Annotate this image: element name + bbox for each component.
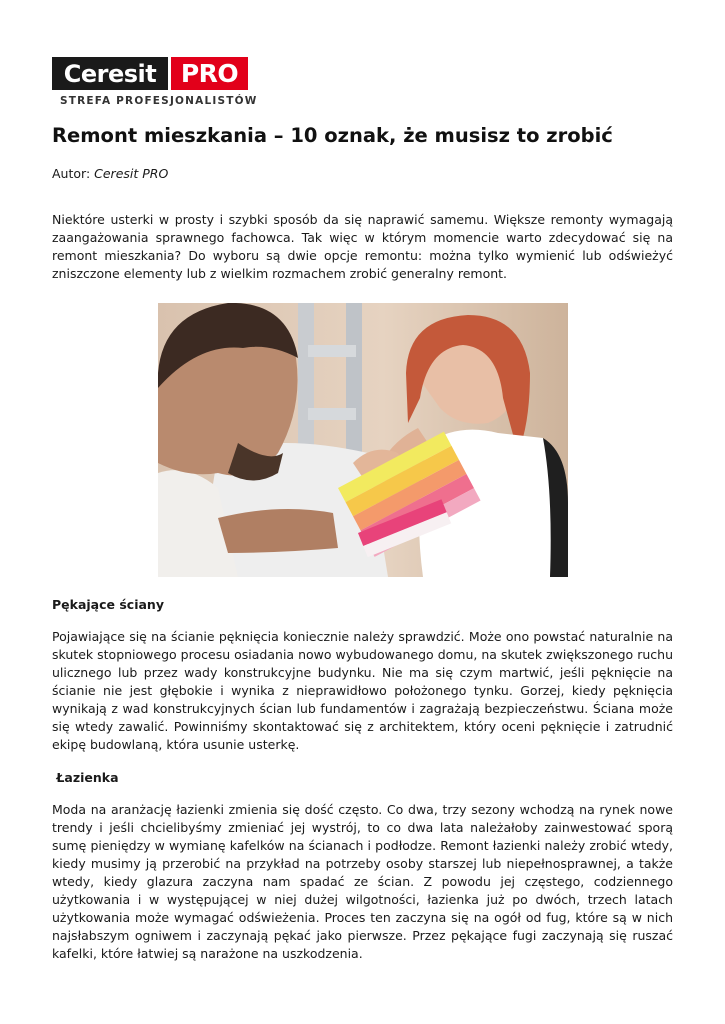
ceresit-pro-logo <box>52 57 258 109</box>
section-heading-cracked-walls: Pękające ściany <box>52 597 164 612</box>
section-body-cracked-walls: Pojawiające się na ścianie pęknięcia koniecznie należy sprawdzić. Może ono powstać naturalnie na skutek stopniowego procesu osiadania nowo wybudowanego domu, na skutek zwiększonego ruchu ulicznego lub przez wady konstrukcyjne budynku. Nie ma się czym martwić, jeśli pęknięcie na ścianie nie jest głębokie i wynika z nieprawidłowo położonego tynku. Gorzej, kiedy pęknięcia wynikają z wad konstrukcyjnych ścian lub fundamentów i zagrażają bezpieczeństwu. Ściana może się wtedy zawalić. Powinniśmy skontaktować się z architektem, który oceni pęknięcie i zatrudnić ekipę budowlaną, która usunie usterkę. <box>52 629 673 752</box>
section-body-bathroom: Moda na aranżację łazienki zmienia się dość często. Co dwa, trzy sezony wchodzą na rynek nowe trendy i jeśli chcielibyśmy zmieniać jej wystrój, to co dwa lata należałoby zainwestować sporą sumę pieniędzy w wymianę kafelków na ścianach i podłodze. Remont łazienki należy zrobić wtedy, kiedy musimy ją przerobić na przykład na potrzeby osoby starszej lub niepełnosprawnej, a także wtedy, kiedy glazura zaczyna nam spadać ze ścian. Z powodu jej częstego, codziennego użytkowania i w występującej w niej dużej wilgotności, łazienka już po dwóch, trzech latach użytkowania może wymagać odświeżenia. Proces ten zaczyna się na ogół od fug, które są w nich najsłabszym ogniwem i zaczynają pękać jako pierwsze. Przez pękające fugi zaczynają się ruszać kafelki, które łatwiej są narażone na uszkodzenia. <box>52 802 673 961</box>
article-photo-paint-swatches <box>158 303 568 577</box>
logo-pro-wordmark: PRO <box>171 57 248 90</box>
author-line <box>52 166 168 181</box>
section-heading-bathroom: Łazienka <box>52 770 119 785</box>
intro-paragraph: Niektóre usterki w prosty i szybki sposób da się naprawić samemu. Większe remonty wymagają zaangażowania sprawnego fachowca. Tak więc w którym momencie warto zdecydować się na remont mieszkania? Do wyboru są dwie opcje remontu: można tylko wymienić lub odświeżyć zniszczone elementy lub z wielkim rozmachem zrobić generalny remont. <box>52 212 673 281</box>
author-label: Autor: <box>52 166 91 181</box>
author-name: Ceresit PRO <box>94 166 169 181</box>
article-title: Remont mieszkania – 10 oznak, że musisz to zrobić <box>52 124 613 147</box>
logo-ceresit-wordmark: Ceresit <box>52 57 168 90</box>
logo-tagline: STREFA PROFESJONALISTÓW <box>60 95 258 107</box>
